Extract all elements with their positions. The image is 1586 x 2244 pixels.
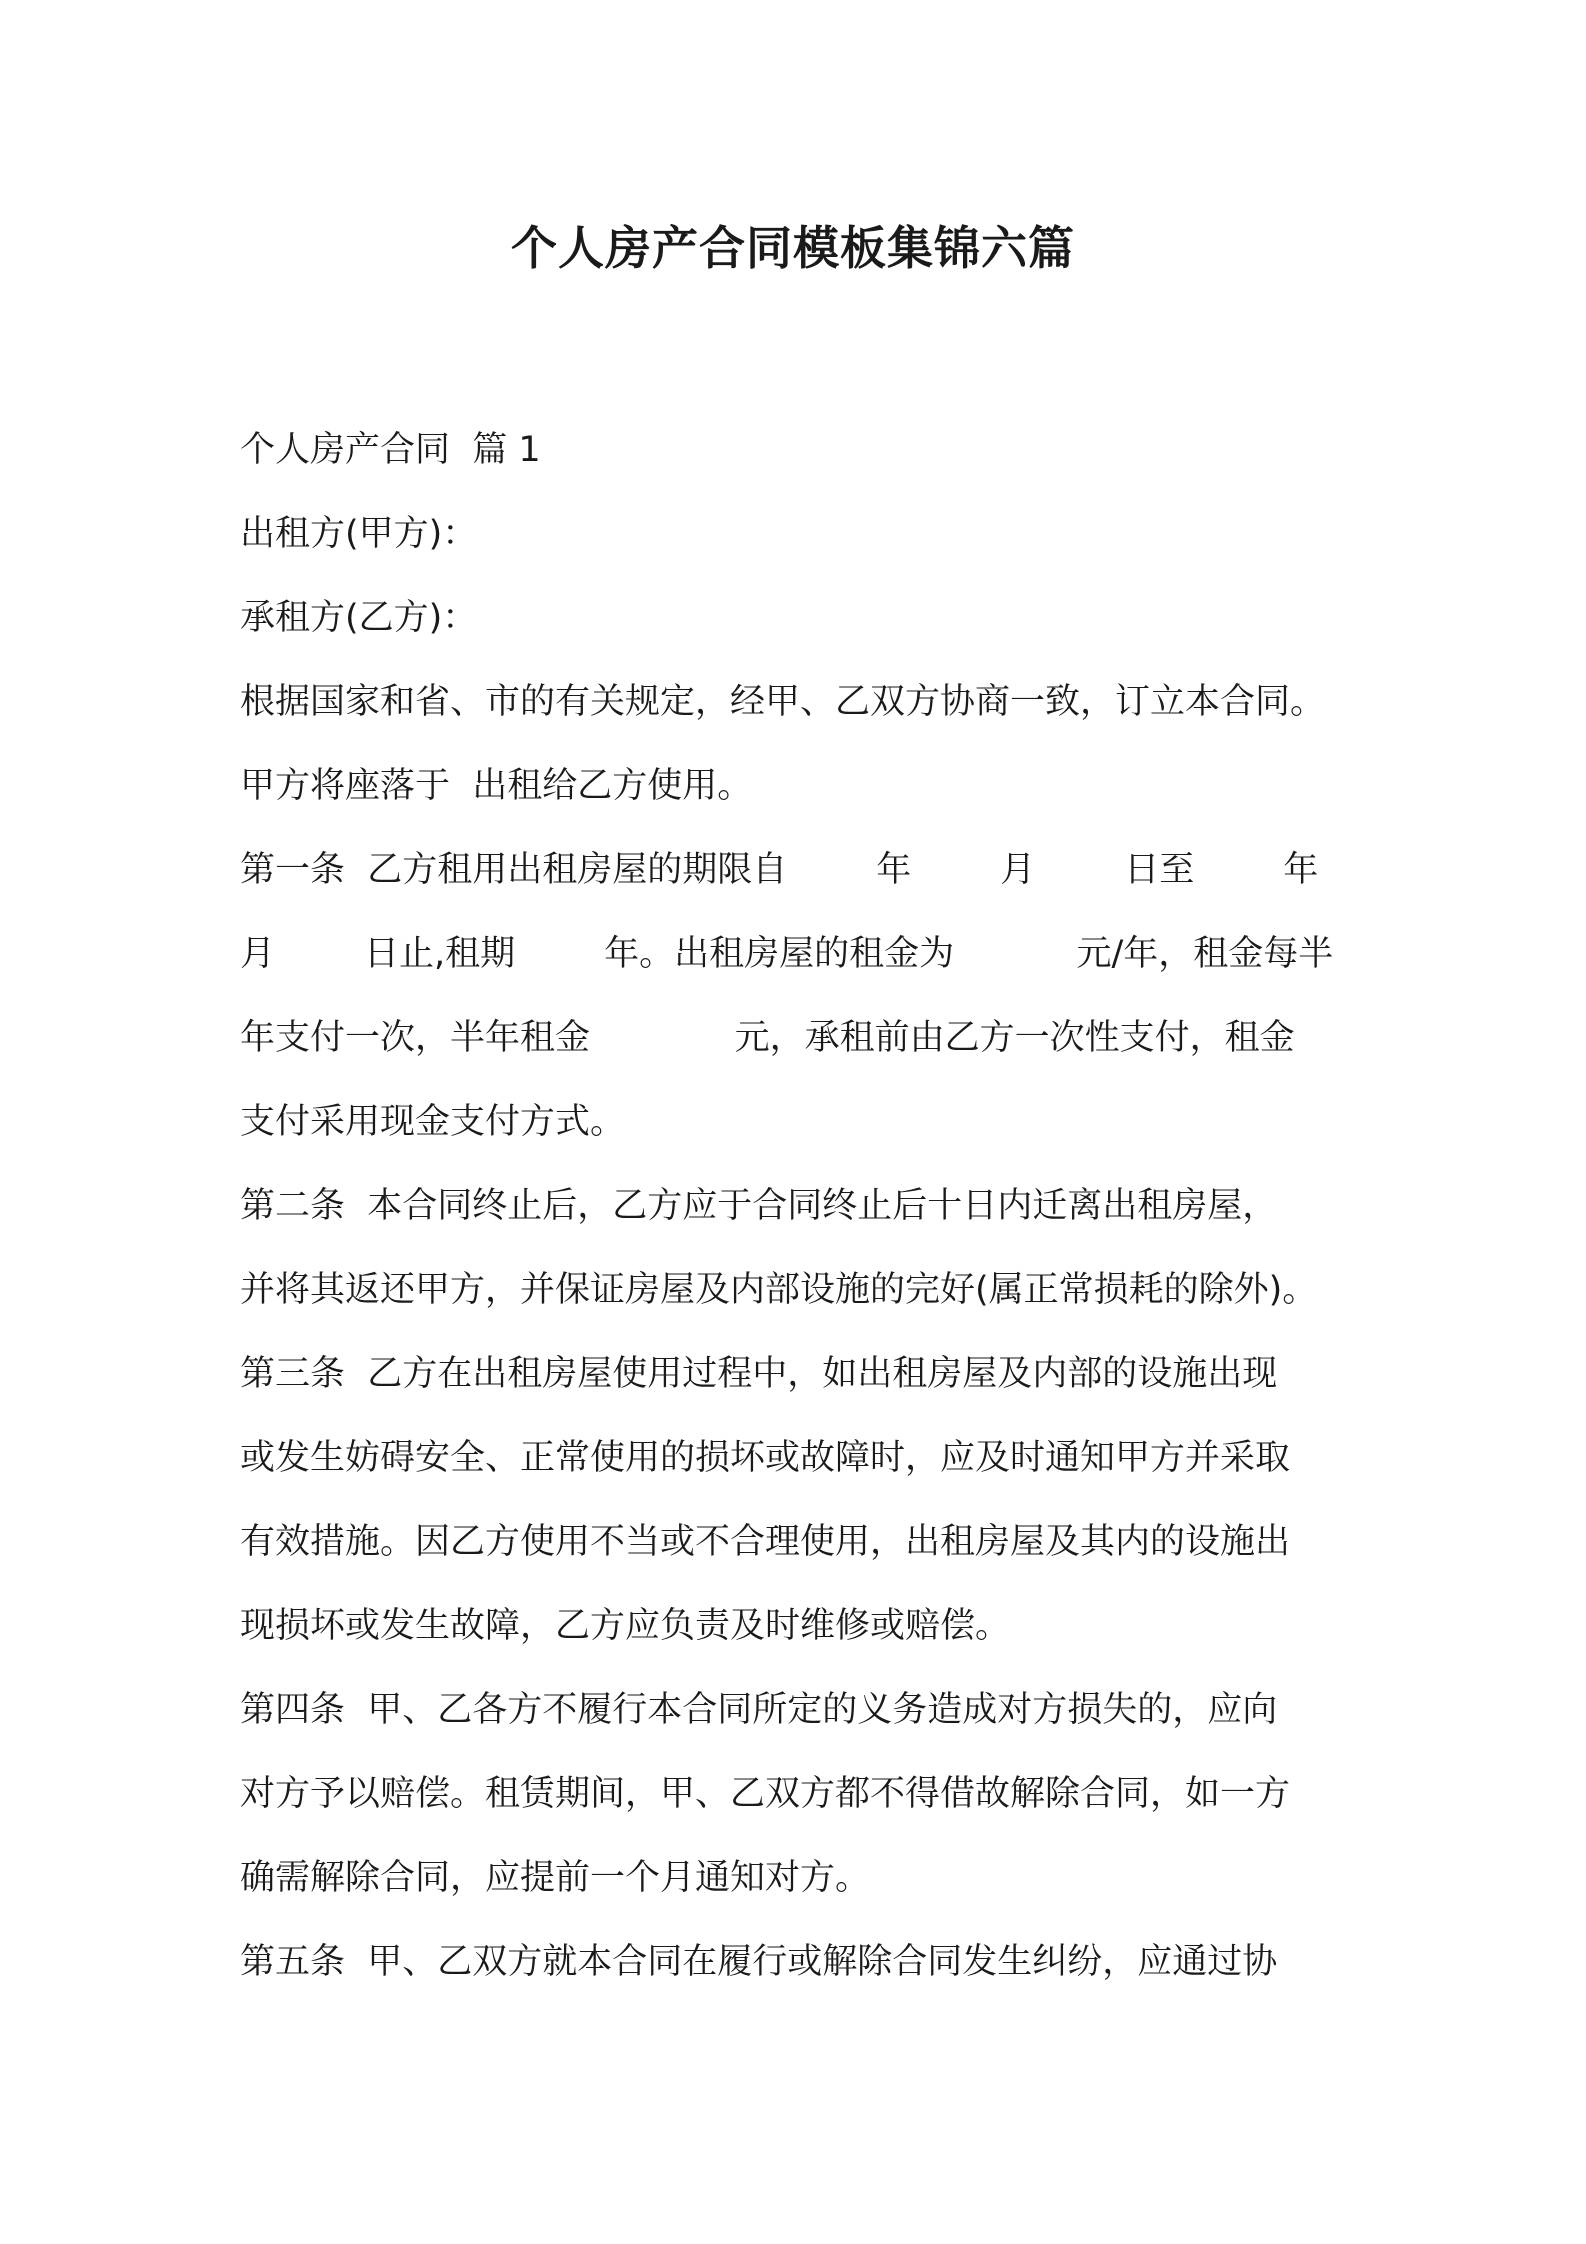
- clause-4-line: 第四条 甲、乙各方不履行本合同所定的义务造成对方损失的，应向: [240, 1690, 1278, 1730]
- document-title: 个人房产合同模板集锦六篇: [511, 221, 1075, 275]
- clause-3-line: 第三条 乙方在出租房屋使用过程中，如出租房屋及内部的设施出现: [240, 1354, 1278, 1394]
- clause-5-line: 第五条 甲、乙双方就本合同在履行或解除合同发生纠纷，应通过协: [240, 1942, 1278, 1982]
- clause-3-line: 有效措施。因乙方使用不当或不合理使用，出租房屋及其内的设施出: [240, 1522, 1291, 1562]
- clause-1-line: 月 日止,租期 年。出租房屋的租金为 元/年，租金每半: [240, 934, 1334, 974]
- clause-4-line: 对方予以赔偿。租赁期间，甲、乙双方都不得借故解除合同，如一方: [240, 1774, 1291, 1814]
- clause-3-line: 或发生妨碍安全、正常使用的损坏或故障时，应及时通知甲方并采取: [240, 1438, 1291, 1478]
- lessee-line: 承租方(乙方)：: [240, 598, 478, 638]
- clause-2-line: 并将其返还甲方，并保证房屋及内部设施的完好(属正常损耗的除外)。: [240, 1270, 1318, 1310]
- clause-1-line: 支付采用现金支付方式。: [240, 1102, 626, 1142]
- clause-1-line: 第一条 乙方租用出租房屋的期限自 年 月 日至 年: [240, 850, 1319, 890]
- clause-2-line: 第二条 本合同终止后，乙方应于合同终止后十日内迁离出租房屋，: [240, 1186, 1278, 1226]
- document-body: [240, 408, 1350, 2004]
- paragraph-line: 甲方将座落于 出租给乙方使用。: [240, 766, 753, 806]
- lessor-line: 出租方(甲方)：: [240, 514, 478, 554]
- clause-4-line: 确需解除合同，应提前一个月通知对方。: [240, 1858, 871, 1898]
- clause-3-line: 现损坏或发生故障，乙方应负责及时维修或赔偿。: [240, 1606, 1011, 1646]
- section-heading: 个人房产合同 篇 1: [240, 430, 541, 470]
- paragraph-line: 根据国家和省、市的有关规定，经甲、乙双方协商一致，订立本合同。: [240, 682, 1326, 722]
- clause-1-line: 年支付一次，半年租金 元，承租前由乙方一次性支付，租金: [240, 1018, 1295, 1058]
